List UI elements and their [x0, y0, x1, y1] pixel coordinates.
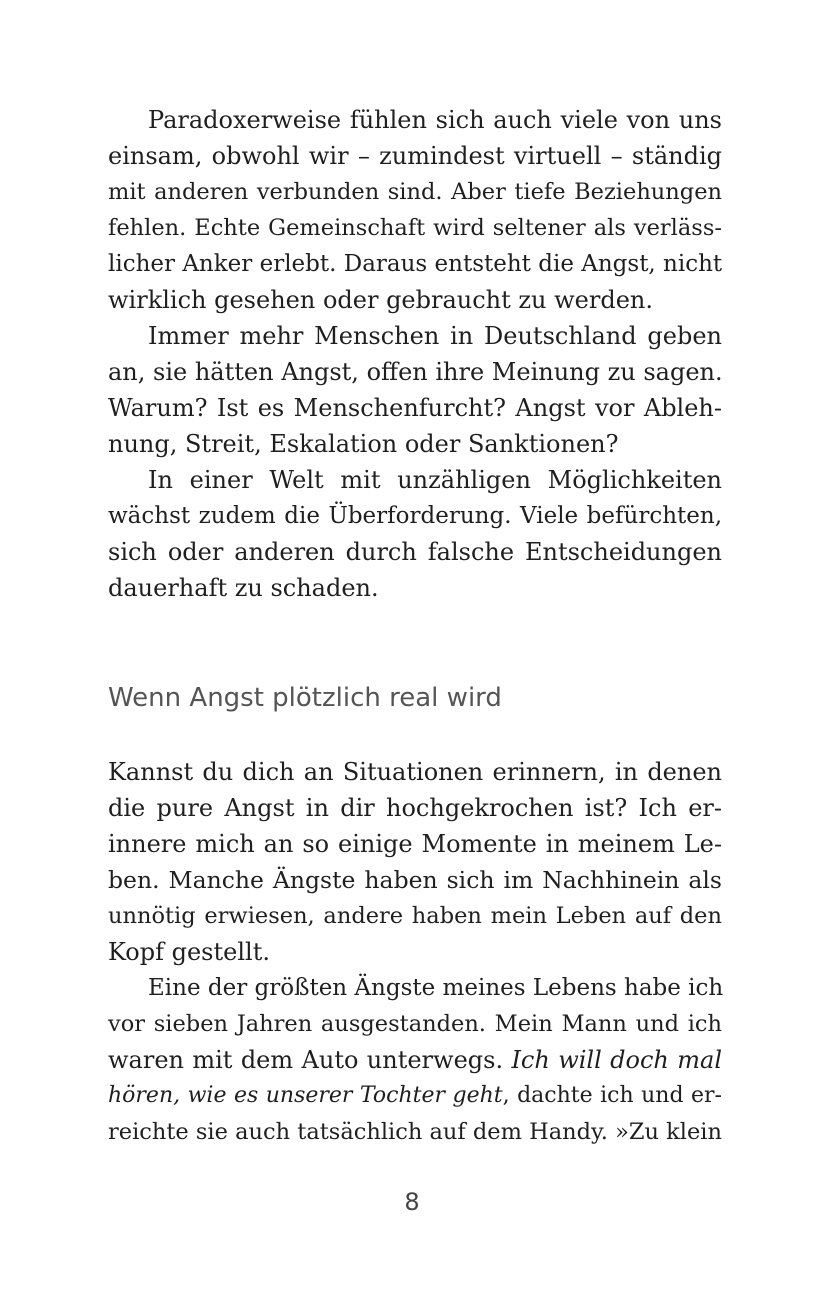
paragraph-5-line-2: vor sieben Jahren ausgestanden. Mein Mann und ich: [108, 1011, 722, 1037]
paragraph-1-line-3: mit anderen verbunden sind. Aber tiefe Beziehungen: [108, 179, 722, 205]
paragraph-5-line-3: [108, 1042, 722, 1078]
paragraph-3-line-1: In einer Welt mit unzähligen Möglichkeiten: [148, 466, 722, 494]
paragraph-5-line-1: Eine der größten Ängste meines Lebens habe ich: [148, 975, 724, 1001]
paragraph-1-line-4: fehlen. Echte Gemeinschaft wird seltener als verläss-: [108, 215, 722, 241]
paragraph-3-line-3: sich oder anderen durch falsche Entscheidungen: [108, 538, 722, 566]
line-3-plain-text: waren mit dem Auto unterwegs.: [108, 1046, 512, 1074]
paragraph-1-line-1: Paradoxerweise fühlen sich auch viele von uns: [148, 106, 722, 134]
line-4-italic-thought: hören, wie es unserer Tochter geht: [108, 1083, 503, 1108]
paragraph-2-line-3: Warum? Ist es Menschenfurcht? Angst vor Ableh-: [108, 394, 722, 422]
paragraph-1-line-6: wirklich gesehen oder gebraucht zu werden.: [108, 286, 654, 314]
paragraph-4-line-3: innere mich an so einige Momente in meinem Le-: [108, 830, 722, 858]
line-4-plain-text: , dachte ich und er-: [502, 1083, 722, 1108]
paragraph-4-line-6: Kopf gestellt.: [108, 938, 270, 966]
paragraph-2-line-2: an, sie hätten Angst, offen ihre Meinung zu sagen.: [108, 358, 723, 386]
paragraph-4-line-4: ben. Manche Ängste haben sich im Nachhinein als: [108, 866, 722, 894]
paragraph-5-line-5: reichte sie auch tatsächlich auf dem Handy. »Zu klein: [108, 1119, 722, 1145]
paragraph-5-line-4: [108, 1078, 722, 1114]
paragraph-3-line-4: dauerhaft zu schaden.: [108, 574, 379, 602]
line-3-italic-thought: Ich will doch mal: [511, 1046, 722, 1074]
paragraph-1-line-2: einsam, obwohl wir – zumindest virtuell – ständig: [108, 142, 722, 170]
paragraph-1-line-5: licher Anker erlebt. Daraus entsteht die Angst, nicht: [108, 251, 723, 277]
paragraph-4-line-1: Kannst du dich an Situationen erinnern, in denen: [108, 758, 722, 786]
paragraph-2-line-1: Immer mehr Menschen in Deutschland geben: [148, 322, 722, 350]
paragraph-2-line-4: nung, Streit, Eskalation oder Sanktionen?: [108, 430, 619, 458]
paragraph-4-line-5: unnötig erwiesen, andere haben mein Leben auf den: [108, 903, 722, 929]
paragraph-3-line-2: wächst zudem die Überforderung. Viele befürchten,: [108, 503, 722, 529]
section-heading: Wenn Angst plötzlich real wird: [108, 683, 502, 713]
paragraph-4-line-2: die pure Angst in dir hochgekrochen ist? Ich er-: [108, 794, 722, 822]
page-number: 8: [404, 1188, 420, 1216]
